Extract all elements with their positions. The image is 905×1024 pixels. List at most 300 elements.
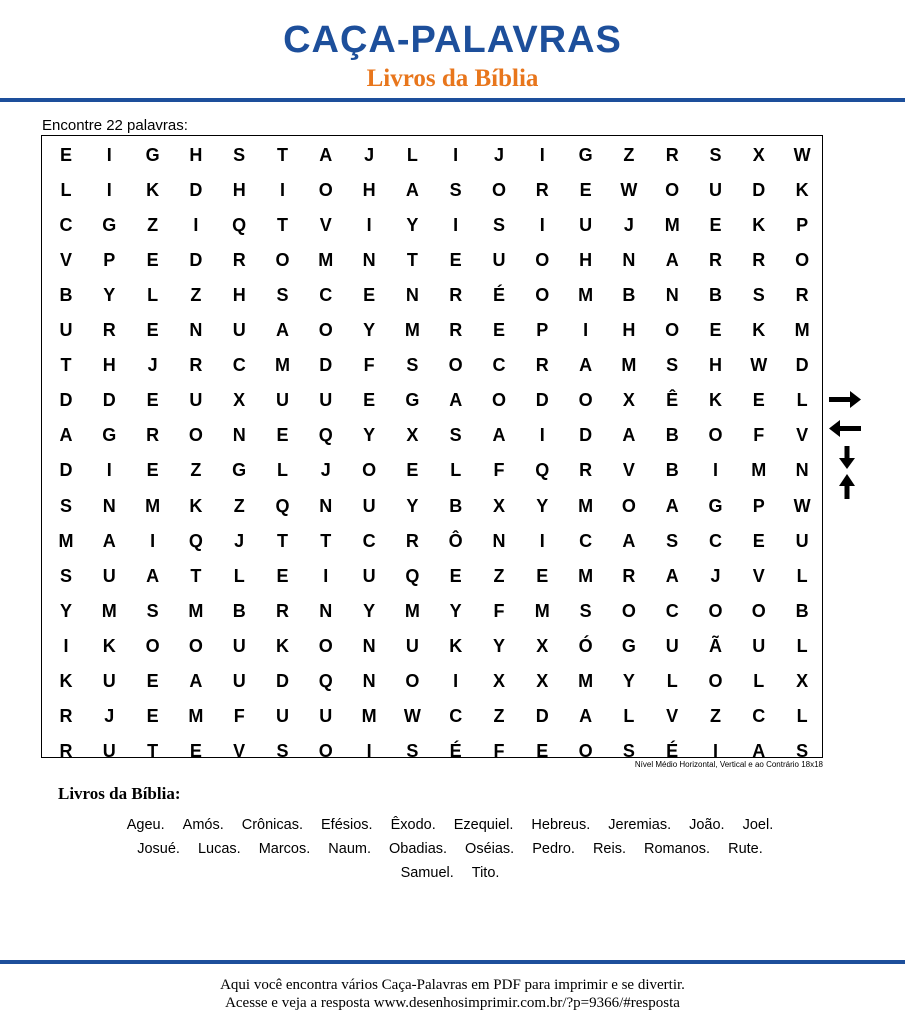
grid-letter: Z: [623, 144, 635, 165]
grid-letter: R: [535, 179, 549, 200]
grid-letter: N: [362, 671, 376, 691]
grid-letter: R: [752, 249, 766, 270]
grid-letter: U: [579, 214, 593, 235]
grid-letter: P: [536, 320, 549, 340]
grid-letter: E: [189, 741, 202, 762]
grid-letter: S: [666, 530, 679, 551]
arrow-right-icon: [829, 391, 861, 408]
grid-letter: H: [579, 249, 593, 270]
grid-letter: N: [492, 530, 506, 551]
grid-letter: T: [277, 214, 288, 235]
grid-letter: Q: [232, 214, 247, 235]
grid-letter: M: [404, 600, 420, 621]
grid-letter: I: [193, 214, 199, 235]
grid-letter: Ô: [448, 530, 463, 551]
grid-letter: E: [406, 460, 419, 481]
grid-letter: B: [59, 284, 73, 305]
grid-letter: U: [232, 635, 246, 656]
grid-letter: A: [665, 249, 679, 270]
footer-text: Aqui você encontra vários Caça-Palavras em PDF para imprimir e se divertir.: [220, 977, 685, 993]
grid-letter: A: [276, 320, 289, 340]
grid-letter: O: [145, 635, 160, 656]
grid-letter: D: [535, 706, 549, 727]
grid-letter: S: [406, 355, 419, 376]
grid-letter: S: [449, 179, 462, 200]
grid-letter: I: [366, 741, 372, 762]
grid-letter: I: [712, 741, 718, 762]
grid-letter: V: [59, 249, 72, 270]
grid-letter: A: [752, 741, 766, 762]
grid-letter: E: [492, 320, 505, 340]
grid-letter: X: [233, 390, 246, 411]
grid-letter: B: [665, 460, 679, 481]
grid-letter: E: [146, 249, 159, 270]
grid-letter: X: [622, 390, 635, 411]
arrow-up-icon: [839, 474, 855, 499]
grid-letter: U: [276, 706, 289, 727]
grid-letter: X: [796, 671, 809, 691]
grid-letter: I: [583, 320, 589, 340]
grid-letter: R: [146, 425, 160, 446]
grid-letter: M: [361, 706, 377, 727]
grid-letter: X: [536, 671, 549, 691]
grid-letter: E: [146, 390, 159, 411]
grid-letter: J: [147, 355, 158, 376]
grid-letter: B: [665, 425, 679, 446]
grid-letter: F: [493, 600, 505, 621]
word-item: Romanos.: [644, 841, 711, 857]
grid-letter: U: [795, 530, 809, 551]
grid-letter: O: [318, 741, 333, 762]
grid-letter: U: [319, 706, 333, 727]
grid-letter: O: [318, 635, 333, 656]
grid-letter: I: [106, 179, 112, 200]
grid-letter: U: [362, 565, 376, 586]
word-list: [40, 813, 860, 885]
direction-legend: [826, 388, 866, 503]
grid-letter: O: [405, 671, 420, 691]
grid-letter: M: [664, 214, 680, 235]
grid-letter: J: [493, 144, 504, 165]
grid-letter: M: [621, 355, 637, 376]
grid-letter: C: [362, 530, 376, 551]
grid-letter: M: [145, 495, 161, 516]
word-item: Ezequiel.: [453, 817, 514, 833]
grid-letter: A: [189, 671, 203, 691]
grid-letter: I: [106, 144, 112, 165]
grid-letter: K: [752, 214, 766, 235]
grid-letter: K: [102, 635, 116, 656]
word-item: Josué.: [137, 841, 180, 857]
grid-letter: Ã: [709, 635, 722, 656]
grid-letter: E: [449, 565, 462, 586]
grid-letter: Q: [405, 565, 420, 586]
grid-letter: G: [102, 425, 117, 446]
grid-letter: T: [147, 741, 159, 762]
grid-letter: S: [146, 600, 159, 621]
grid-letter: L: [796, 390, 808, 411]
grid-letter: S: [276, 741, 289, 762]
word-item: Efésios.: [321, 817, 373, 833]
grid-letter: H: [622, 320, 636, 340]
grid-letter: Y: [622, 671, 635, 691]
word-item: Marcos.: [258, 841, 311, 857]
grid-letter: M: [794, 320, 810, 340]
grid-letter: X: [536, 635, 549, 656]
footer-link-text: Acesse e veja a resposta www.desenhosimprimir.com.br/?p=9366/#resposta: [225, 995, 680, 1011]
word-item: Reis.: [592, 841, 626, 857]
grid-letter: L: [666, 671, 678, 691]
word-item: Obadias.: [389, 841, 448, 857]
grid-letter: N: [362, 249, 376, 270]
grid-letter: Y: [492, 635, 505, 656]
grid-letter: P: [796, 214, 809, 235]
word-item: Samuel.: [400, 865, 454, 881]
grid-letter: I: [323, 565, 329, 586]
grid-letter: C: [665, 600, 679, 621]
grid-letter: C: [709, 530, 722, 551]
grid-letter: R: [276, 600, 289, 621]
grid-letter: Y: [363, 425, 376, 446]
grid-letter: S: [709, 144, 722, 165]
grid-letter: I: [712, 460, 718, 481]
grid-letter: L: [796, 635, 808, 656]
word-item: Naum.: [328, 841, 371, 857]
grid-letter: R: [449, 320, 463, 340]
grid-letter: D: [795, 355, 809, 376]
grid-letter: M: [578, 495, 594, 516]
grid-letter: C: [492, 355, 506, 376]
grid-letter: M: [578, 284, 594, 305]
grid-letter: E: [752, 530, 765, 551]
grid-letter: U: [102, 671, 116, 691]
grid-letter: L: [796, 706, 808, 727]
grid-letter: X: [406, 425, 419, 446]
grid-letter: A: [622, 530, 636, 551]
grid-letter: Y: [103, 284, 116, 305]
grid-letter: É: [492, 284, 505, 305]
word-item: Joel.: [742, 817, 774, 833]
grid-letter: N: [189, 320, 203, 340]
grid-letter: X: [492, 671, 505, 691]
grid-letter: M: [534, 600, 550, 621]
grid-letter: V: [666, 706, 679, 727]
grid-letter: S: [666, 355, 679, 376]
grid-letter: H: [709, 355, 722, 376]
grid-letter: C: [579, 530, 593, 551]
grid-letter: H: [102, 355, 116, 376]
grid-letter: L: [147, 284, 159, 305]
grid-letter: S: [233, 144, 246, 165]
grid-letter: Z: [710, 706, 721, 727]
grid-letter: A: [492, 425, 506, 446]
grid-letter: P: [103, 249, 116, 270]
grid-letter: E: [146, 460, 159, 481]
grid-letter: O: [621, 600, 636, 621]
grid-letter: H: [232, 284, 246, 305]
grid-letter: N: [665, 284, 679, 305]
grid-letter: D: [276, 671, 289, 691]
grid-letter: N: [405, 284, 419, 305]
word-item: Êxodo.: [390, 817, 436, 833]
grid-letter: Y: [363, 320, 376, 340]
grid-letter: V: [622, 460, 635, 481]
grid-letter: Q: [188, 530, 203, 551]
grid-letter: W: [750, 355, 768, 376]
grid-letter: A: [579, 355, 593, 376]
word-item: Jeremias.: [608, 817, 672, 833]
grid-letter: I: [150, 530, 156, 551]
grid-letter: D: [319, 355, 333, 376]
grid-letter: O: [751, 600, 766, 621]
arrow-left-icon: [829, 420, 861, 437]
grid-letter: U: [232, 671, 246, 691]
grid-letter: E: [449, 249, 462, 270]
grid-letter: K: [59, 671, 73, 691]
grid-letter: Q: [275, 495, 290, 516]
word-search-grid: [41, 135, 823, 762]
grid-letter: U: [276, 390, 289, 411]
word-item: Pedro.: [532, 841, 575, 857]
grid-letter: F: [493, 741, 505, 762]
grid-letter: E: [363, 284, 376, 305]
grid-letter: R: [405, 530, 419, 551]
grid-letter: E: [146, 706, 159, 727]
grid-letter: O: [318, 320, 333, 340]
grid-letter: K: [449, 635, 463, 656]
grid-letter: A: [622, 425, 636, 446]
grid-letter: S: [276, 284, 289, 305]
grid-letter: R: [795, 284, 809, 305]
grid-letter: M: [275, 355, 290, 376]
grid-letter: L: [60, 179, 72, 200]
grid-letter: A: [665, 565, 679, 586]
grid-letter: I: [366, 214, 372, 235]
grid-letter: D: [102, 390, 116, 411]
grid-letter: E: [536, 741, 549, 762]
word-item: Hebreus.: [531, 817, 591, 833]
grid-letter: Z: [233, 495, 245, 516]
grid-letter: L: [796, 565, 808, 586]
grid-letter: Ê: [666, 390, 679, 411]
grid-letter: S: [406, 741, 419, 762]
grid-letter: U: [709, 179, 722, 200]
grid-letter: R: [232, 249, 246, 270]
word-item: Amós.: [182, 817, 224, 833]
grid-letter: L: [450, 460, 462, 481]
grid-letter: F: [493, 460, 505, 481]
grid-letter: R: [579, 460, 593, 481]
grid-letter: A: [319, 144, 333, 165]
grid-letter: G: [145, 144, 160, 165]
grid-letter: M: [101, 600, 117, 621]
grid-letter: H: [232, 179, 246, 200]
grid-letter: F: [363, 355, 375, 376]
grid-letter: Z: [190, 460, 202, 481]
grid-letter: S: [492, 214, 505, 235]
grid-letter: U: [102, 565, 116, 586]
word-list-title: Livros da Bíblia:: [58, 784, 181, 803]
grid-letter: U: [102, 741, 116, 762]
grid-letter: U: [752, 635, 766, 656]
grid-letter: I: [63, 635, 69, 656]
grid-letter: E: [752, 390, 765, 411]
grid-letter: U: [492, 249, 506, 270]
grid-letter: J: [234, 530, 245, 551]
grid-letter: N: [795, 460, 809, 481]
grid-letter: V: [319, 214, 332, 235]
header-divider: [0, 98, 905, 102]
grid-letter: D: [752, 179, 766, 200]
grid-letter: O: [491, 179, 506, 200]
grid-letter: T: [190, 565, 202, 586]
grid-letter: B: [709, 284, 722, 305]
word-item: Lucas.: [197, 841, 241, 857]
grid-letter: U: [189, 390, 203, 411]
grid-letter: D: [189, 249, 203, 270]
grid-letter: M: [578, 671, 594, 691]
grid-letter: I: [539, 144, 545, 165]
grid-letter: I: [539, 530, 545, 551]
grid-letter: D: [59, 460, 73, 481]
grid-letter: G: [232, 460, 247, 481]
grid-letter: O: [448, 355, 463, 376]
grid-letter: M: [188, 600, 204, 621]
grid-letter: A: [449, 390, 463, 411]
grid-letter: R: [709, 249, 722, 270]
grid-letter: E: [59, 144, 72, 165]
word-item: Ageu.: [126, 817, 165, 833]
grid-letter: F: [233, 706, 245, 727]
word-list-line: [40, 813, 860, 837]
grid-letter: I: [539, 214, 545, 235]
grid-letter: W: [620, 179, 638, 200]
grid-letter: Y: [406, 495, 419, 516]
grid-letter: T: [60, 355, 72, 376]
grid-letter: O: [578, 390, 593, 411]
grid-letter: E: [709, 214, 722, 235]
grid-letter: H: [189, 144, 203, 165]
level-note: Nível Médio Horizontal, Vertical e ao Contrário 18x18: [634, 760, 823, 769]
grid-letter: R: [102, 320, 116, 340]
grid-letter: O: [535, 284, 550, 305]
grid-letter: O: [491, 390, 506, 411]
grid-letter: L: [623, 706, 635, 727]
grid-letter: K: [752, 320, 766, 340]
grid-letter: M: [188, 706, 204, 727]
grid-letter: E: [579, 179, 592, 200]
grid-letter: C: [319, 284, 333, 305]
grid-letter: E: [276, 565, 289, 586]
grid-letter: Q: [535, 460, 550, 481]
grid-letter: G: [708, 495, 723, 516]
grid-letter: E: [276, 425, 289, 446]
grid-letter: S: [579, 600, 592, 621]
grid-letter: M: [404, 320, 420, 340]
grid-letter: Y: [59, 600, 72, 621]
grid-letter: R: [189, 355, 203, 376]
grid-letter: E: [536, 565, 549, 586]
grid-letter: Q: [318, 425, 333, 446]
grid-letter: O: [665, 320, 680, 340]
grid-letter: Ó: [578, 635, 593, 656]
grid-letter: A: [59, 425, 73, 446]
grid-letter: O: [795, 249, 810, 270]
grid-letter: G: [578, 144, 593, 165]
grid-letter: T: [320, 530, 332, 551]
grid-letter: Z: [493, 565, 505, 586]
word-list-line: [40, 861, 860, 885]
grid-letter: B: [622, 284, 636, 305]
grid-letter: I: [453, 214, 459, 235]
grid-letter: X: [752, 144, 765, 165]
grid-letter: Y: [449, 600, 462, 621]
grid-letter: U: [362, 495, 376, 516]
grid-letter: G: [405, 390, 420, 411]
grid-letter: P: [752, 495, 765, 516]
arrow-down-icon: [839, 446, 855, 469]
grid-letter: R: [59, 741, 73, 762]
grid-letter: O: [708, 671, 723, 691]
word-item: Rute.: [728, 841, 763, 857]
grid-letter: I: [106, 460, 112, 481]
grid-letter: G: [621, 635, 636, 656]
grid-letter: O: [188, 635, 203, 656]
grid-letter: L: [277, 460, 288, 481]
grid-letter: D: [579, 425, 593, 446]
grid-letter: L: [406, 144, 418, 165]
grid-letter: S: [59, 495, 72, 516]
word-list-line: [40, 837, 860, 861]
grid-letter: M: [318, 249, 334, 270]
grid-letter: M: [578, 565, 594, 586]
grid-letter: A: [102, 530, 116, 551]
grid-letter: I: [453, 671, 459, 691]
word-item: Oséias.: [465, 841, 515, 857]
page-title: CAÇA-PALAVRAS: [283, 19, 622, 61]
grid-letter: M: [751, 460, 767, 481]
grid-letter: N: [622, 249, 636, 270]
grid-letter: U: [232, 320, 246, 340]
grid-letter: K: [146, 179, 160, 200]
page-subtitle: Livros da Bíblia: [366, 65, 539, 92]
grid-letter: Z: [190, 284, 202, 305]
instruction-text: Encontre 22 palavras:: [42, 117, 188, 134]
grid-letter: V: [796, 425, 809, 446]
grid-letter: U: [665, 635, 679, 656]
grid-letter: J: [104, 706, 115, 727]
grid-letter: X: [492, 495, 505, 516]
grid-letter: S: [449, 425, 462, 446]
grid-letter: Y: [536, 495, 549, 516]
grid-letter: O: [621, 495, 636, 516]
grid-letter: D: [59, 390, 73, 411]
grid-letter: I: [279, 179, 285, 200]
grid-letter: V: [233, 741, 246, 762]
grid-letter: Q: [318, 671, 333, 691]
grid-letter: U: [59, 320, 73, 340]
grid-letter: Z: [147, 214, 159, 235]
grid-letter: L: [233, 565, 245, 586]
grid-letter: R: [449, 284, 463, 305]
grid-letter: K: [709, 390, 722, 411]
grid-letter: O: [578, 741, 593, 762]
grid-letter: N: [232, 425, 246, 446]
footer-divider: [0, 960, 905, 964]
grid-letter: Y: [363, 600, 376, 621]
grid-letter: T: [277, 144, 288, 165]
grid-letter: C: [59, 214, 73, 235]
